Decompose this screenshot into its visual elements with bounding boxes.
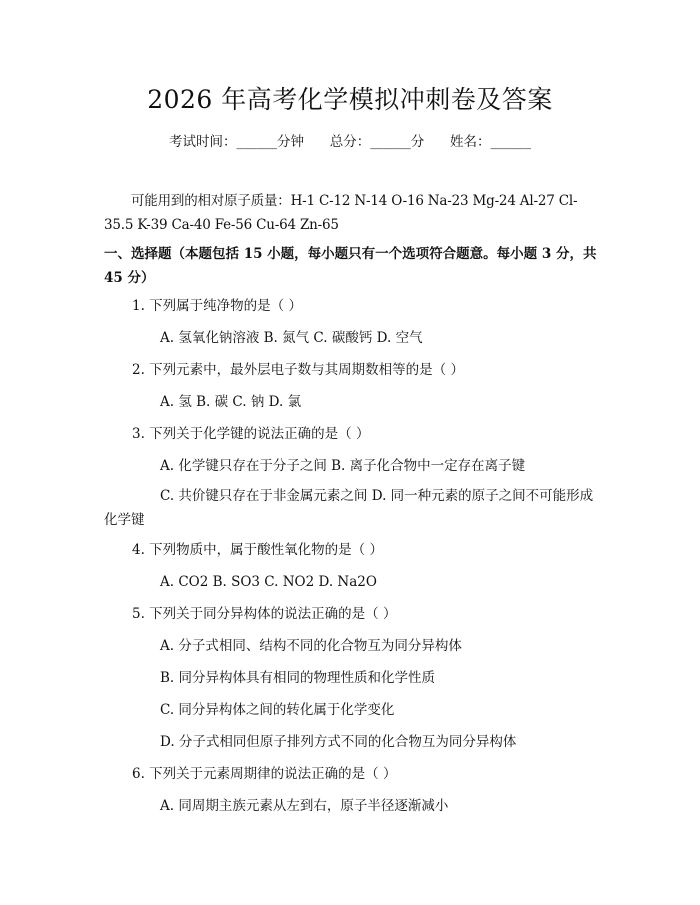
score-blank: ______ [370,134,411,150]
question-5-option-b: B. 同分异构体具有相同的物理性质和化学性质 [160,670,436,686]
name-blank: ______ [490,134,531,150]
question-1-stem: 1. 下列属于纯净物的是（ ） [132,298,302,314]
score-unit: 分 [410,134,425,150]
page-title: 2026 年高考化学模拟冲刺卷及答案 [147,85,553,114]
question-1-options: A. 氢氧化钠溶液 B. 氮气 C. 碳酸钙 D. 空气 [160,330,423,346]
time-blank: ______ [236,134,277,150]
question-5-stem: 5. 下列关于同分异构体的说法正确的是（ ） [132,606,397,622]
question-3-options-ab: A. 化学键只存在于分子之间 B. 离子化合物中一定存在离子键 [160,458,526,474]
question-5-option-a: A. 分子式相同、结构不同的化合物互为同分异构体 [160,638,462,654]
question-6-option-a: A. 同周期主族元素从左到右，原子半径逐渐减小 [160,798,449,814]
time-label: 考试时间： [169,134,237,150]
question-2-options: A. 氢 B. 碳 C. 钠 D. 氯 [160,394,302,410]
score-label: 总分： [329,134,371,150]
question-5-option-c: C. 同分异构体之间的转化属于化学变化 [160,702,395,718]
question-5-option-d: D. 分子式相同但原子排列方式不同的化合物互为同分异构体 [160,734,517,750]
question-6-stem: 6. 下列关于元素周期律的说法正确的是（ ） [132,766,397,782]
question-3-options-cd: C. 共价键只存在于非金属元素之间 D. 同一种元素的原子之间不可能形成化学键 [104,488,594,528]
section-heading: 一、选择题（本题包括 15 小题，每小题只有一个选项符合题意。每小题 3 分，共 45 分） [104,246,597,286]
question-3-stem: 3. 下列关于化学键的说法正确的是（ ） [132,426,370,442]
exam-info-line [0,132,700,152]
question-2-stem: 2. 下列元素中，最外层电子数与其周期数相等的是（ ） [132,362,464,378]
atomic-mass-note: 可能用到的相对原子质量：H-1 C-12 N-14 O-16 Na-23 Mg-24 Al-27 Cl-35.5 K-39 Ca-40 Fe-56 Cu-64 Zn-65 [104,193,578,233]
name-label: 姓名： [450,134,491,150]
question-4-options: A. CO2 B. SO3 C. NO2 D. Na2O [160,574,377,590]
question-4-stem: 4. 下列物质中，属于酸性氧化物的是（ ） [132,542,383,558]
time-unit: 分钟 [277,134,304,150]
